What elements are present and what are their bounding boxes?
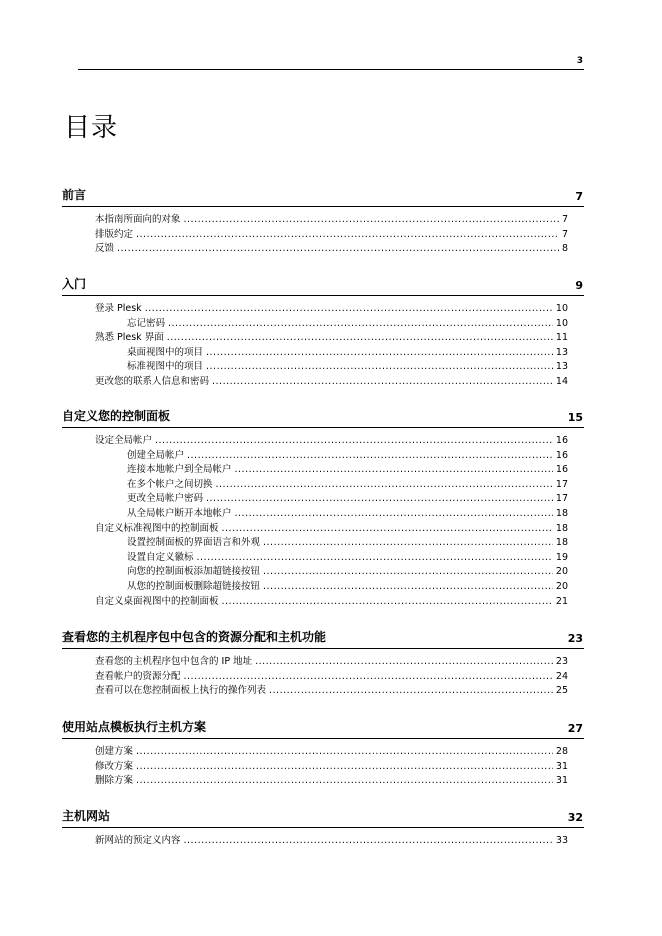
chapter-getting-started xyxy=(62,276,584,390)
chapter-preface xyxy=(62,187,584,257)
entry-label: 新网站的预定义内容 xyxy=(95,835,181,846)
toc-entry[interactable] xyxy=(62,536,584,551)
chapter-page: 9 xyxy=(575,279,583,292)
toc-entry[interactable] xyxy=(62,492,584,507)
chapter-title[interactable]: 使用站点模板执行主机方案 xyxy=(62,720,207,734)
entry-label: 从您的控制面板删除超链接按钮 xyxy=(127,580,261,592)
dot-leader xyxy=(216,478,553,493)
entry-label: 标准视图中的项目 xyxy=(127,361,204,373)
dot-leader xyxy=(235,463,553,478)
dot-leader xyxy=(263,565,553,580)
dot-leader xyxy=(187,449,553,464)
toc-entry[interactable] xyxy=(62,774,584,789)
entry-page: 23 xyxy=(555,656,568,667)
dot-leader xyxy=(235,507,553,522)
chapter-page: 15 xyxy=(567,411,583,424)
dot-leader xyxy=(136,745,553,760)
dot-leader xyxy=(184,834,553,849)
entry-label: 更改您的联系人信息和密码 xyxy=(95,375,210,387)
entry-label: 连接本地帐户到全局帐户 xyxy=(127,464,232,476)
entry-label: 设定全局帐户 xyxy=(95,435,153,446)
entry-page: 13 xyxy=(555,361,568,373)
toc-entry[interactable] xyxy=(62,360,584,375)
entry-label: 创建方案 xyxy=(95,746,134,757)
entry-page: 33 xyxy=(555,835,568,846)
entry-label: 查看您的主机程序包中包含的 IP 地址 xyxy=(95,656,253,667)
entry-page: 31 xyxy=(555,760,568,772)
entry-page: 19 xyxy=(555,551,568,563)
dot-leader xyxy=(136,760,553,775)
toc-entry[interactable] xyxy=(62,760,584,775)
entry-page: 7 xyxy=(561,228,568,240)
entry-page: 16 xyxy=(555,449,568,461)
entry-page: 14 xyxy=(555,375,568,387)
entry-page: 7 xyxy=(561,214,568,225)
toc-entry[interactable] xyxy=(62,449,584,464)
entry-label: 删除方案 xyxy=(95,775,134,787)
toc-entry[interactable] xyxy=(62,595,584,610)
entry-label: 自定义桌面视图中的控制面板 xyxy=(95,595,219,607)
toc-entry[interactable] xyxy=(62,507,584,522)
toc-entry[interactable] xyxy=(62,834,584,849)
entry-label: 设置控制面板的界面语言和外观 xyxy=(127,537,261,549)
dot-leader xyxy=(212,375,553,390)
entry-page: 28 xyxy=(555,746,568,757)
entry-page: 20 xyxy=(555,580,568,592)
chapter-page: 7 xyxy=(575,190,583,203)
entry-label: 熟悉 Plesk 界面 xyxy=(95,332,164,344)
entry-label: 排版约定 xyxy=(95,228,134,240)
entry-page: 8 xyxy=(561,243,568,255)
dot-leader xyxy=(255,655,553,670)
toc-entry[interactable] xyxy=(62,655,584,670)
toc-entry[interactable] xyxy=(62,551,584,566)
dot-leader xyxy=(222,595,553,610)
toc-entry[interactable] xyxy=(62,684,584,699)
dot-leader xyxy=(155,434,553,449)
chapter-title[interactable]: 主机网站 xyxy=(62,809,111,823)
dot-leader xyxy=(206,360,553,375)
chapter-customize-panel xyxy=(62,408,584,609)
toc-entry[interactable] xyxy=(62,745,584,760)
entry-page: 31 xyxy=(555,775,568,787)
chapter-view-resources xyxy=(62,629,584,699)
toc-entry[interactable] xyxy=(62,478,584,493)
entry-page: 10 xyxy=(555,303,568,314)
chapter-title[interactable]: 入门 xyxy=(62,277,87,291)
entry-page: 21 xyxy=(555,595,568,607)
page-number: 3 xyxy=(576,56,583,66)
dot-leader xyxy=(184,213,559,228)
entry-label: 更改全局帐户密码 xyxy=(127,493,204,505)
dot-leader xyxy=(136,774,553,789)
entry-label: 反馈 xyxy=(95,243,115,255)
chapter-page: 27 xyxy=(567,722,583,735)
entry-label: 本指南所面向的对象 xyxy=(95,214,181,225)
toc-entry[interactable] xyxy=(62,331,584,346)
dot-leader xyxy=(167,331,553,346)
dot-leader xyxy=(222,522,553,537)
toc-entry[interactable] xyxy=(62,302,584,317)
dot-leader xyxy=(269,684,553,699)
entry-label: 登录 Plesk xyxy=(95,303,142,314)
chapter-hosting-websites xyxy=(62,808,584,849)
toc-entry[interactable] xyxy=(62,228,584,243)
dot-leader xyxy=(263,536,553,551)
entry-page: 17 xyxy=(555,478,568,490)
entry-label: 桌面视图中的项目 xyxy=(127,346,204,358)
entry-page: 20 xyxy=(555,566,568,578)
entry-page: 10 xyxy=(555,317,568,329)
toc-entry[interactable] xyxy=(62,463,584,478)
entry-page: 16 xyxy=(555,435,568,446)
entry-label: 创建全局帐户 xyxy=(127,449,185,461)
toc-entry[interactable] xyxy=(62,522,584,537)
dot-leader xyxy=(206,346,553,361)
toc-entry[interactable] xyxy=(62,434,584,449)
entry-label: 忘记密码 xyxy=(127,317,166,329)
dot-leader xyxy=(145,302,553,317)
entry-page: 18 xyxy=(555,522,568,534)
chapter-page: 23 xyxy=(567,632,583,645)
entry-label: 自定义标准视图中的控制面板 xyxy=(95,522,219,534)
entry-page: 16 xyxy=(555,464,568,476)
toc-entry[interactable] xyxy=(62,213,584,228)
dot-leader xyxy=(197,551,553,566)
toc-entry[interactable] xyxy=(62,670,584,685)
dot-leader xyxy=(263,580,553,595)
entry-label: 查看可以在您控制面板上执行的操作列表 xyxy=(95,685,267,697)
chapter-title[interactable]: 前言 xyxy=(62,188,87,202)
entry-label: 修改方案 xyxy=(95,760,134,772)
chapter-title[interactable]: 自定义您的控制面板 xyxy=(62,409,171,423)
dot-leader xyxy=(206,492,553,507)
toc-entry[interactable] xyxy=(62,375,584,390)
header-rule xyxy=(78,69,584,70)
entry-label: 查看帐户的资源分配 xyxy=(95,670,181,682)
toc-entry[interactable] xyxy=(62,565,584,580)
toc-entry[interactable] xyxy=(62,317,584,332)
entry-page: 18 xyxy=(555,507,568,519)
entry-page: 11 xyxy=(555,332,568,344)
dot-leader xyxy=(168,317,553,332)
entry-page: 25 xyxy=(555,685,568,697)
page-title: 目录 xyxy=(64,113,119,143)
entry-label: 在多个帐户之间切换 xyxy=(127,478,213,490)
entry-label: 向您的控制面板添加超链接按钮 xyxy=(127,566,261,578)
dot-leader xyxy=(184,670,553,685)
chapter-page: 32 xyxy=(567,811,583,824)
chapter-site-templates xyxy=(62,719,584,789)
toc-entry[interactable] xyxy=(62,580,584,595)
entry-label: 设置自定义徽标 xyxy=(127,551,194,563)
toc-entry[interactable] xyxy=(62,242,584,257)
entry-page: 24 xyxy=(555,670,568,682)
entry-page: 13 xyxy=(555,346,568,358)
toc-entry[interactable] xyxy=(62,346,584,361)
chapter-title[interactable]: 查看您的主机程序包中包含的资源分配和主机功能 xyxy=(62,630,327,644)
dot-leader xyxy=(136,228,559,243)
entry-page: 17 xyxy=(555,493,568,505)
entry-label: 从全局帐户断开本地帐户 xyxy=(127,507,232,519)
dot-leader xyxy=(117,242,559,257)
entry-page: 18 xyxy=(555,537,568,549)
